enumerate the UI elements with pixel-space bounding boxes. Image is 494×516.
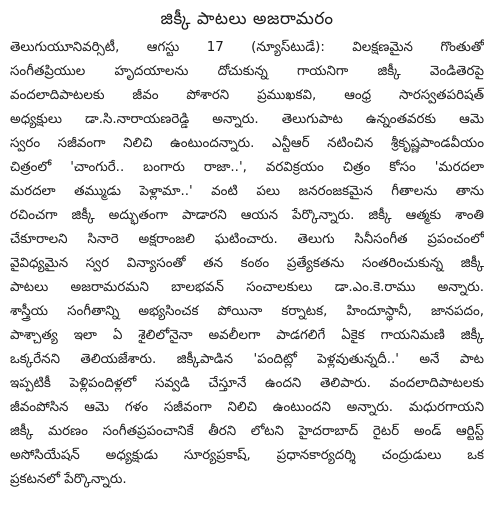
article-line: ఒక్కరేనని తెలియజేశారు. జిక్కీపాడిన 'పందిట్లో పెళ్లవుతున్నదీ..' అనే పాట bbox=[10, 352, 484, 367]
article-line: చిత్రంలో 'చాంగురే.. బంగారు రాజా..', వరవిక్రయం చిత్రం కోసం 'మరదలా bbox=[10, 160, 484, 175]
article-line: జిక్కీ మరణం సంగీతప్రపంచానికే తీరని లోటని హైదరాబాద్ రైటర్ అండ్ ఆర్టిస్ట్ bbox=[10, 424, 484, 439]
article-headline: జిక్కీ పాటలు అజరామరం bbox=[160, 9, 334, 29]
article-line: వందలాదిపాటలకు జీవం పోశారని ప్రముఖకవి, ఆంధ్ర సారస్వతపరిషత్ bbox=[10, 88, 484, 103]
article-line: శాస్త్రీయ సంగీతాన్ని అభ్యసించక పోయినా కర్నాటక, హిందూస్థానీ, జానపదం, bbox=[10, 304, 484, 319]
article-line: పాటలు అజరామరమని బాలభవన్ సంచాలకులు డా.ఎం.కె.రాము అన్నారు. bbox=[10, 280, 484, 295]
article-line: అధ్యక్షులు డా.సి.నారాయణరెడ్డి అన్నారు. తెలుగుపాట ఉన్నంతవరకు ఆమె bbox=[10, 112, 484, 127]
article-line: ప్రకటనలో పేర్కొన్నారు. bbox=[10, 472, 127, 487]
article-body bbox=[10, 36, 484, 492]
article-line: అసోసియేషన్ అధ్యక్షుడు సూర్యప్రకాష్, ప్రధానకార్యదర్శి చంద్రుడులు ఒక bbox=[10, 448, 484, 463]
article-line: వైవిధ్యమైన స్వర విన్యాసంతో తన కంఠం ప్రత్యేకతను సంతరించుకున్న జిక్కీ bbox=[10, 256, 484, 271]
article-line: రచించగా జిక్కీ అద్భుతంగా పాడారని ఆయన పేర్కొన్నారు. జిక్కీ ఆత్మకు శాంతి bbox=[10, 208, 484, 223]
article-line: జీవంపోసిన ఆమె గళం సజీవంగా నిలిచి ఉంటుందని అన్నారు. మధురగాయని bbox=[10, 400, 484, 415]
article-line: స్వరం సజీవంగా నిలిచి ఉంటుందన్నారు. ఎన్టీఆర్ నటించిన శ్రీకృష్ణపాండవీయం bbox=[10, 136, 484, 151]
article-line: సంగీతప్రియుల హృదయాలను దోచుకున్న గాయనిగా జిక్కీ వెండితెరపై bbox=[10, 64, 484, 79]
article-line: చేకూరాలని సినారె అక్షరాంజలి ఘటించారు. తెలుగు సినీసంగీత ప్రపంచంలో bbox=[10, 232, 484, 247]
article-line: తెలుగుయూనివర్సిటీ, ఆగస్టు 17 (న్యూస్‌టుడే): విలక్షణమైన గొంతుతో bbox=[10, 40, 484, 55]
article-line: పాశ్చాత్య ఇలా ఏ శైలిలోనైనా అవలీలగా పాడగలిగే ఏకైక గాయనిమణి జిక్కీ bbox=[10, 328, 484, 343]
article-line: మరదలా తమ్ముడు పెళ్లామా..' వంటి పలు జనరంజకమైన గీతాలను తాను bbox=[10, 184, 484, 199]
article-line: ఇప్పటికీ పెళ్లిపందిళ్లలో సవ్వడి చేస్తూనే ఉందని తెలిపారు. వందలాదిపాటలకు bbox=[10, 376, 484, 391]
